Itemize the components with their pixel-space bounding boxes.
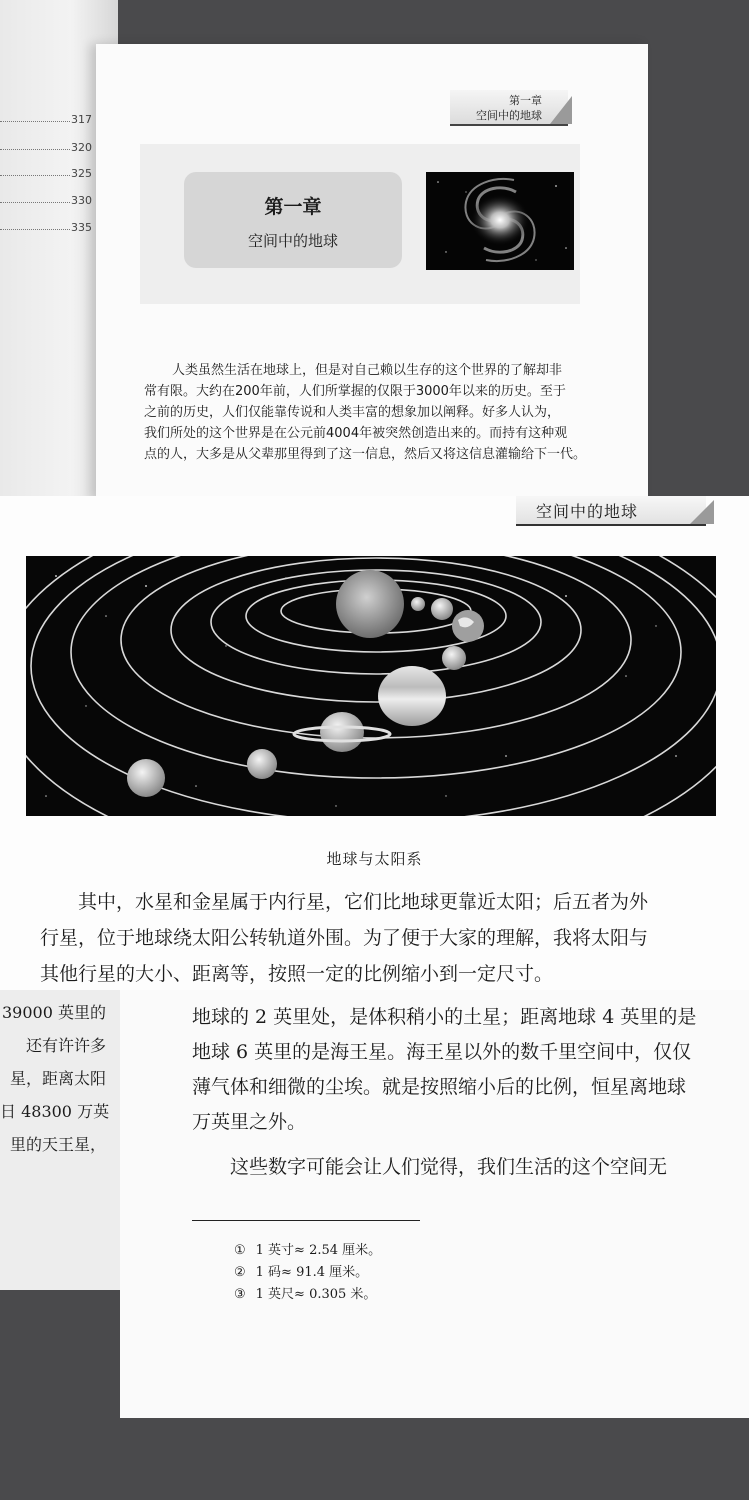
text-line: 地球的 2 英里处，是体积稍小的土星；距离地球 4 英里的是: [192, 1006, 697, 1028]
chapter-number: 第一章: [264, 196, 322, 218]
text-line: 人类虽然生活在地球上，但是对自己赖以生存的这个世界的了解却非: [172, 363, 563, 378]
footnote-mark: ①: [234, 1243, 246, 1258]
toc-row: [0, 112, 92, 130]
header-chapter-title: 空间中的地球: [476, 109, 542, 122]
intro-paragraph: [144, 360, 624, 465]
text-line: 行星，位于地球绕太阳公转轨道外围。为了便于大家的理解，我将太阳与: [40, 927, 649, 949]
text-line: 万英里之外。: [192, 1111, 307, 1133]
solar-system-image: [26, 556, 716, 816]
toc-row: [0, 166, 92, 184]
toc-page-number: 317: [71, 113, 92, 126]
text-line: 我们所处的这个世界是在公元前4004年被突然创造出来的。而持有这种观: [144, 426, 568, 441]
toc-row: [0, 140, 92, 158]
header-chapter-number: 第一章: [509, 94, 542, 107]
text-line: 还有许许多: [25, 1036, 106, 1055]
text-line: 其中，水星和金星属于内行星，它们比地球更靠近太阳；后五者为外: [40, 891, 649, 913]
text-line: 之前的历史，人们仅能靠传说和人类丰富的想象加以阐释。好多人认为，: [144, 405, 561, 420]
text-line: 点的人，大多是从父辈那里得到了这一信息，然后又将这信息灌输给下一代。: [144, 447, 587, 462]
header-chapter-title: 空间中的地球: [536, 502, 639, 521]
mid-running-header: [516, 496, 706, 526]
header-corner-triangle: [550, 96, 572, 124]
text-line: 星，距离太阳: [9, 1069, 106, 1088]
toc-page-number: 335: [71, 221, 92, 234]
toc-page-number: 325: [71, 167, 92, 180]
header-corner-triangle: [690, 500, 714, 524]
toc-page-number: 320: [71, 141, 92, 154]
text-line: 日 48300 万英: [0, 1102, 110, 1121]
footnote: [234, 1262, 391, 1284]
scale-paragraph: [192, 1000, 749, 1185]
footnote-text: 1 码≈ 91.4 厘米。: [255, 1265, 369, 1280]
figure-caption: 地球与太阳系: [326, 850, 423, 868]
text-line: 这些数字可能会让人们觉得，我们生活的这个空间无: [192, 1156, 668, 1178]
footnote-mark: ③: [234, 1287, 246, 1302]
footnotes: [234, 1240, 391, 1306]
chapter-title-box: [184, 172, 402, 268]
toc-row: [0, 220, 92, 238]
text-line: 薄气体和细微的尘埃。就是按照缩小后的比例，恒星离地球: [192, 1076, 687, 1098]
footnote-text: 1 英尺≈ 0.305 米。: [255, 1287, 377, 1302]
footnote: [234, 1240, 391, 1262]
footnote: [234, 1284, 391, 1306]
left-page-text-fragment: [0, 996, 120, 1161]
chapter-title: 空间中的地球: [247, 232, 338, 250]
footnote-text: 1 英寸≈ 2.54 厘米。: [255, 1243, 382, 1258]
spiral-galaxy-image: [426, 172, 574, 270]
footnote-divider: [192, 1220, 420, 1221]
toc-row: [0, 193, 92, 211]
toc-page-number: 330: [71, 194, 92, 207]
footnote-mark: ②: [234, 1265, 246, 1280]
planets-paragraph: [40, 884, 730, 992]
text-line: 地球 6 英里的是海王星。海王星以外的数千里空间中，仅仅: [192, 1041, 692, 1063]
text-line: 常有限。大约在200年前，人们所掌握的仅限于3000年以来的历史。至于: [144, 384, 566, 399]
text-line: 里的天王星，: [9, 1135, 106, 1154]
text-line: 其他行星的大小、距离等，按照一定的比例缩小到一定尺寸。: [40, 963, 554, 985]
text-line: 39000 英里的: [2, 1003, 106, 1022]
